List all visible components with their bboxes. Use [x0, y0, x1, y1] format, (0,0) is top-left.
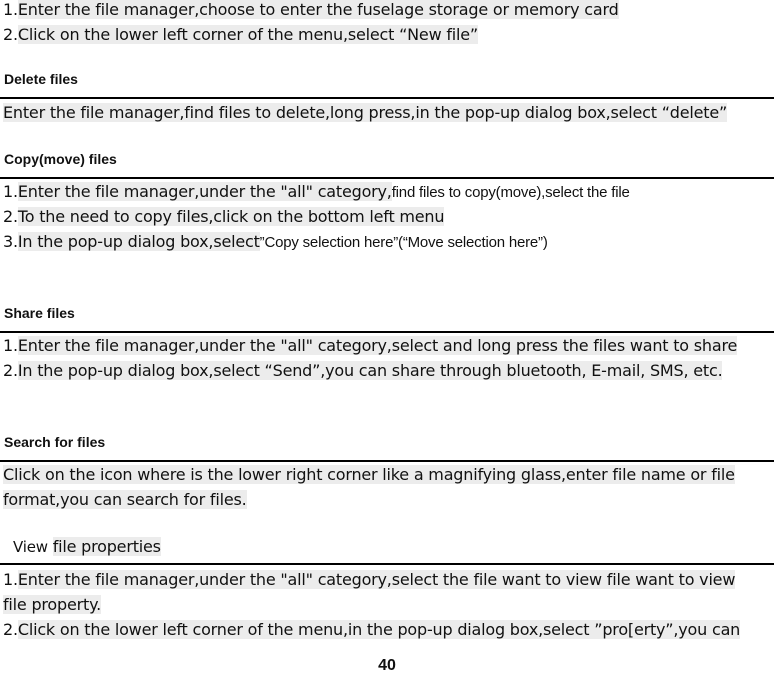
copy-step-2 [3, 207, 444, 227]
heading-text: file properties [52, 537, 161, 556]
heading-word: View [13, 538, 48, 556]
copy-step-1 [3, 182, 630, 203]
step-number: 1. [3, 336, 18, 355]
section-divider [0, 563, 774, 565]
search-step-1-continued [3, 490, 247, 510]
section-heading-properties [13, 537, 161, 557]
step-text: Click on the icon where is the lower right corner like a magnifying glass,enter file name or file [3, 465, 735, 484]
delete-step-1 [3, 103, 727, 123]
step-text-continued: find files to copy(move),select the file [391, 184, 630, 201]
intro-step-1 [3, 0, 619, 20]
section-divider [0, 177, 774, 179]
step-text: Click on the lower left corner of the menu,select “New file” [17, 25, 479, 44]
step-number: 2. [3, 25, 18, 44]
step-text: In the pop-up dialog box,select [17, 232, 260, 251]
step-number: 1. [3, 0, 18, 19]
step-number: 2. [3, 361, 18, 380]
step-text: Enter the file manager,choose to enter the fuselage storage or memory card [17, 0, 619, 19]
step-text: Enter the file manager,under the "all" category,select the file want to view file want to view [17, 570, 736, 589]
section-divider [0, 460, 774, 462]
step-text: Enter the file manager,under the "all" category,select and long press the files want to share [17, 336, 738, 355]
intro-step-2 [3, 25, 478, 45]
step-text: In the pop-up dialog box,select “Send”,you can share through bluetooth, E-mail, SMS, etc. [17, 361, 723, 380]
step-text: Enter the file manager,under the "all" category, [17, 182, 392, 201]
step-text: format,you can search for files. [3, 490, 247, 509]
properties-step-2 [3, 620, 740, 640]
step-text: Enter the file manager,find files to delete,long press,in the pop-up dialog box,select “delete” [3, 103, 728, 122]
share-step-2 [3, 361, 722, 381]
section-divider [0, 97, 774, 99]
step-number: 3. [3, 232, 18, 251]
step-text-continued: ”Copy selection here”(“Move selection here”) [259, 234, 548, 251]
properties-step-1 [3, 570, 735, 590]
page-number: 40 [378, 657, 396, 674]
search-step-1 [3, 465, 735, 485]
section-heading-share: Share files [4, 305, 75, 321]
section-heading-search: Search for files [4, 434, 106, 450]
section-heading-delete: Delete files [4, 71, 78, 87]
step-number: 1. [3, 182, 18, 201]
section-divider [0, 331, 774, 333]
step-text: Click on the lower left corner of the menu,in the pop-up dialog box,select ”pro[erty”,you can [17, 620, 741, 639]
section-heading-copy: Copy(move) files [4, 151, 117, 167]
share-step-1 [3, 336, 737, 356]
step-number: 2. [3, 207, 18, 226]
step-text: file property. [3, 595, 101, 614]
step-number: 1. [3, 570, 18, 589]
step-number: 2. [3, 620, 18, 639]
properties-step-1-continued [3, 595, 101, 615]
copy-step-3 [3, 232, 548, 253]
step-text: To the need to copy files,click on the bottom left menu [17, 207, 445, 226]
